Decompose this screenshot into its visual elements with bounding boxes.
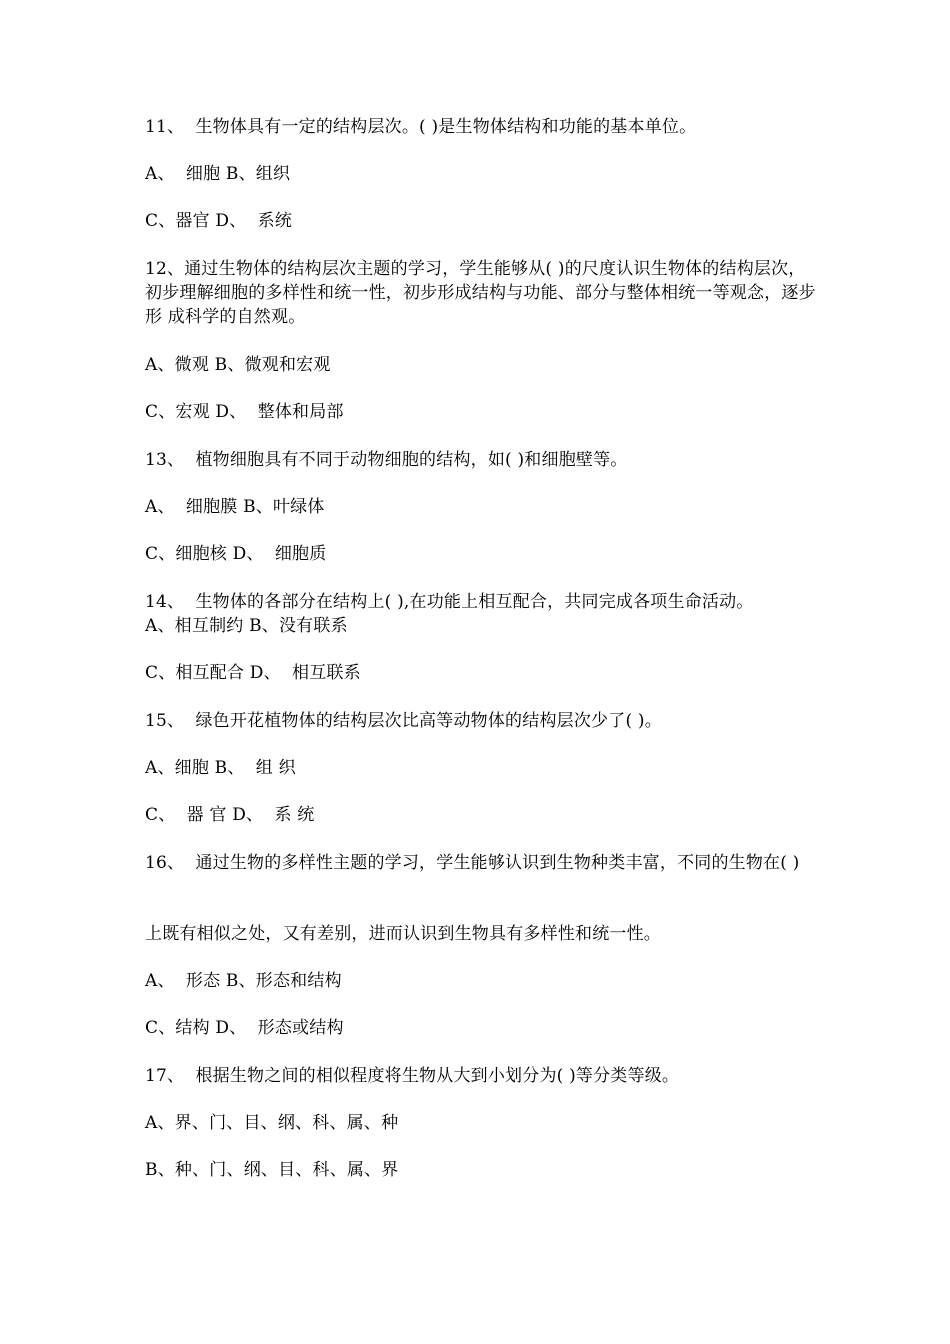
question-16-options-cd: C、结构 D、 形态或结构 <box>145 1018 344 1038</box>
question-13-text: 13、 植物细胞具有不同于动物细胞的结构，如( )和细胞壁等。 <box>145 450 628 470</box>
question-16-continuation: 上既有相似之处，又有差别，进而认识到生物具有多样性和统一性。 <box>145 924 661 944</box>
question-12-options-cd: C、宏观 D、 整体和局部 <box>145 402 344 422</box>
question-17-text: 17、 根据生物之间的相似程度将生物从大到小划分为( )等分类等级。 <box>145 1066 680 1086</box>
question-15-options-ab: A、细胞 B、 组 织 <box>145 758 296 778</box>
question-14-options-ab: A、相互制约 B、没有联系 <box>145 616 348 636</box>
question-12-options-ab: A、微观 B、微观和宏观 <box>145 355 331 375</box>
question-13-options-cd: C、细胞核 D、 细胞质 <box>145 544 327 564</box>
question-15-options-cd: C、 器 官 D、 系 统 <box>145 805 315 825</box>
question-11-options-cd: C、器官 D、 系统 <box>145 211 293 231</box>
question-11-text: 11、 生物体具有一定的结构层次。( )是生物体结构和功能的基本单位。 <box>145 117 697 137</box>
question-17-option-b: B、种、门、纲、目、科、属、界 <box>145 1160 399 1180</box>
question-11-options-ab: A、 细胞 B、组织 <box>145 164 291 184</box>
question-17-option-a: A、界、门、目、纲、科、属、种 <box>145 1113 399 1133</box>
question-16-options-ab: A、 形态 B、形态和结构 <box>145 971 342 991</box>
question-14-options-cd: C、相互配合 D、 相互联系 <box>145 663 361 683</box>
question-12-text: 12、通过生物体的结构层次主题的学习，学生能够从( )的尺度认识生物体的结构层次， 初步理解细胞的多样性和统一性，初步形成结构与功能、部分与整体相统一等观念，逐步形 成科学的自然观。 <box>145 259 817 327</box>
question-14-text: 14、 生物体的各部分在结构上( ),在功能上相互配合，共同完成各项生命活动。 <box>145 592 754 612</box>
question-16-text: 16、 通过生物的多样性主题的学习，学生能够认识到生物种类丰富，不同的生物在( ) <box>145 853 800 873</box>
question-15-text: 15、 绿色开花植物体的结构层次比高等动物体的结构层次少了( )。 <box>145 711 662 731</box>
question-13-options-ab: A、 细胞膜 B、叶绿体 <box>145 497 325 517</box>
